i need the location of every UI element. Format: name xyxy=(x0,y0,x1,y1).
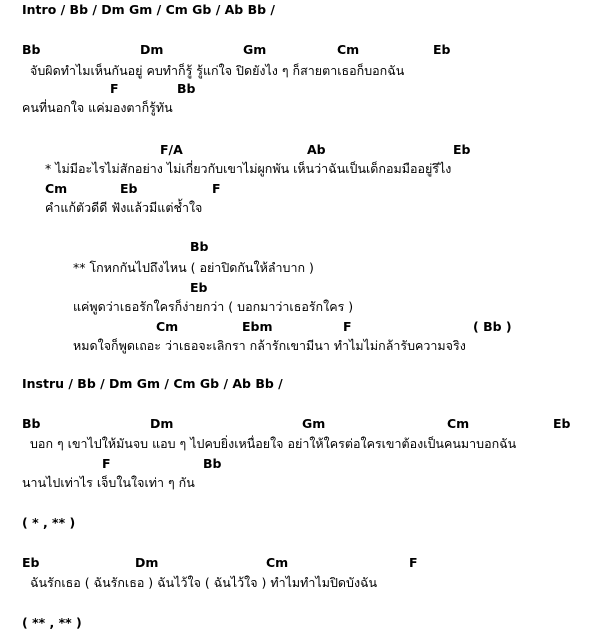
chord: Eb xyxy=(433,42,451,57)
chord: Bb xyxy=(203,456,222,471)
chord: Bb xyxy=(22,416,41,431)
lyric-line: บอก ๆ เขาไปให้มันจบ แอบ ๆ ไปคบยิ่งเหนื่อยใจ อย่าให้ใครต่อใครเขาต้องเป็นคนมาบอกฉัน xyxy=(30,436,517,451)
chord: F xyxy=(102,456,111,471)
chord: Cm xyxy=(266,555,289,570)
lyric-line: ฉันรักเธอ ( ฉันรักเธอ ) ฉันไว้ใจ ( ฉันไว้ใจ ) ทำไมทำไมปิดบังฉัน xyxy=(30,575,378,590)
repeat-marker: ( * , ** ) xyxy=(22,515,76,530)
chord: Bb xyxy=(190,239,209,254)
lyric-line: จับผิดทำไมเห็นกันอยู่ คบทำก็รู้ รู้แก่ใจ ปิดยังไง ๆ ก็สายตาเธอก็บอกฉัน xyxy=(30,63,405,78)
chord: Eb xyxy=(120,181,138,196)
chord: ( Bb ) xyxy=(473,319,512,334)
chord: F xyxy=(343,319,352,334)
chord: F/A xyxy=(160,142,183,157)
chord: Eb xyxy=(22,555,40,570)
lyric-line: นานไปเท่าไร เจ็บในใจเท่า ๆ กัน xyxy=(22,475,195,490)
lyric-line: คนที่นอกใจ แค่มองตาก็รู้ทัน xyxy=(22,100,173,115)
instru-line: Instru / Bb / Dm Gm / Cm Gb / Ab Bb / xyxy=(22,376,283,391)
chord: Gm xyxy=(302,416,326,431)
repeat-marker: ( ** , ** ) xyxy=(22,615,82,630)
chord: Eb xyxy=(453,142,471,157)
lyric-line: คำแก้ตัวดีดี ฟังแล้วมีแต่ช้ำใจ xyxy=(45,200,203,215)
chord: Cm xyxy=(45,181,68,196)
intro-line: Intro / Bb / Dm Gm / Cm Gb / Ab Bb / xyxy=(22,2,275,17)
chord: Dm xyxy=(135,555,159,570)
chord: Dm xyxy=(140,42,164,57)
chord: Ebm xyxy=(242,319,273,334)
chord: Gm xyxy=(243,42,267,57)
chord: Cm xyxy=(447,416,470,431)
chord: Cm xyxy=(337,42,360,57)
chord: Ab xyxy=(307,142,326,157)
lyric-line: ** โกหกกันไปถึงไหน ( อย่าปิดกันให้ลำบาก ) xyxy=(73,260,314,275)
chord: Bb xyxy=(22,42,41,57)
chord: Dm xyxy=(150,416,174,431)
chord: F xyxy=(110,81,119,96)
chord: Cm xyxy=(156,319,179,334)
lyric-line: * ไม่มีอะไรไม่สักอย่าง ไม่เกี่ยวกับเขาไม่ผูกพัน เห็นว่าฉันเป็นเด็กอมมืออยู่รึไง xyxy=(45,161,452,176)
lyric-line: หมดใจก็พูดเถอะ ว่าเธอจะเลิกรา กล้ารักเขามีนา ทำไมไม่กล้ารับความจริง xyxy=(73,338,466,353)
chord: Bb xyxy=(177,81,196,96)
chord: Eb xyxy=(553,416,571,431)
chord: F xyxy=(212,181,221,196)
chord: Eb xyxy=(190,280,208,295)
lyric-line: แค่พูดว่าเธอรักใครก็ง่ายกว่า ( บอกมาว่าเธอรักใคร ) xyxy=(73,299,354,314)
chord: F xyxy=(409,555,418,570)
